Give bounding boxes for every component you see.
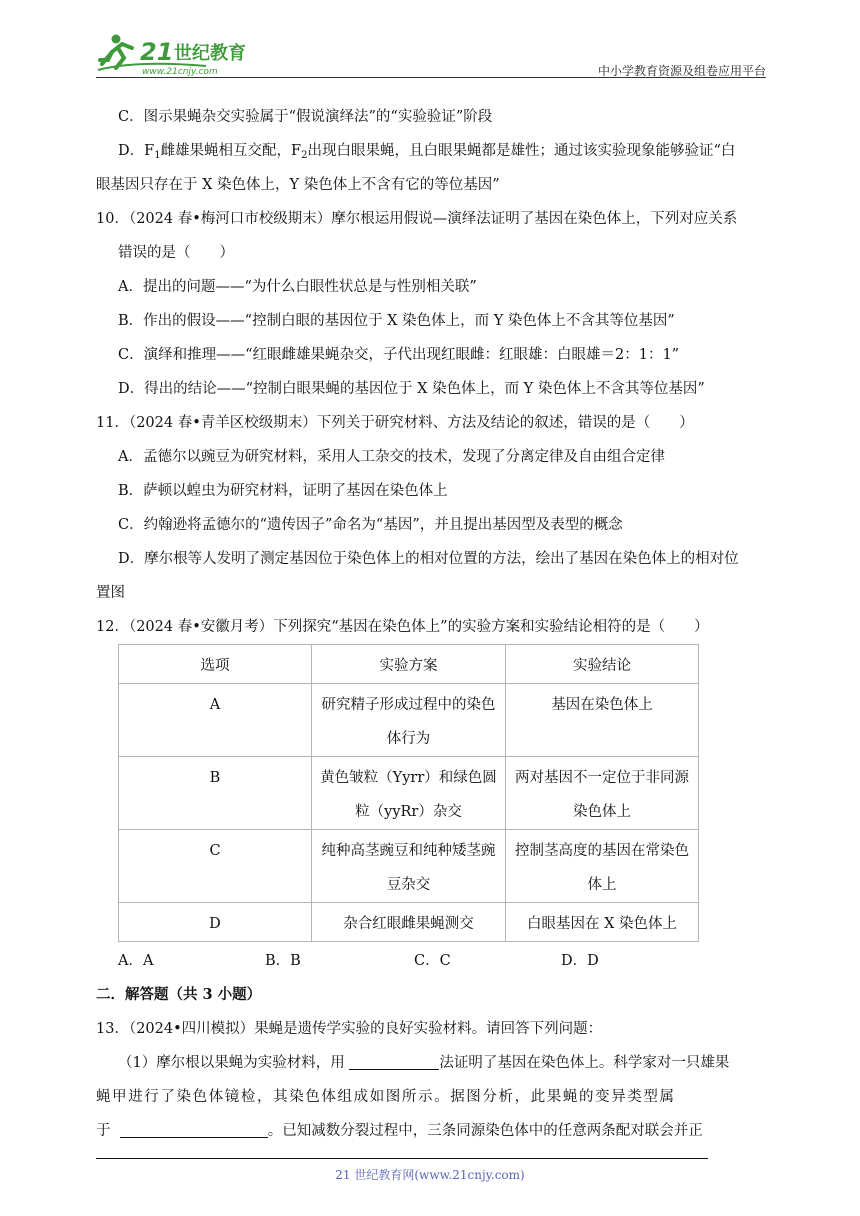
table-cell: 纯种高茎豌豆和纯种矮茎豌豆杂交	[312, 830, 506, 903]
q13-stem: 13．（2024•四川模拟）果蝇是遗传学实验的良好实验材料。请回答下列问题：	[96, 1021, 603, 1037]
table-header-cell: 实验方案	[312, 645, 506, 684]
q12-option-a: A．A	[118, 953, 154, 969]
table-cell: C	[119, 830, 312, 903]
table-cell: 研究精子形成过程中的染色体行为	[312, 684, 506, 757]
svg-text:21: 21	[140, 38, 174, 66]
q10-stem-cont: 错误的是（ ）	[118, 245, 234, 261]
table-row	[119, 903, 699, 942]
table-header-row	[119, 645, 699, 684]
table-cell: D	[119, 903, 312, 942]
table-header-cell: 实验结论	[506, 645, 699, 684]
answer-blank[interactable]	[120, 1119, 268, 1138]
table-cell: 白眼基因在 X 染色体上	[506, 903, 699, 942]
table-cell: B	[119, 757, 312, 830]
q10-option-b: B．作出的假设——“控制白眼的基因位于 X 染色体上，而 Y 染色体上不含其等位基因”	[118, 313, 675, 329]
q11-option-c: C．约翰逊将孟德尔的“遗传因子”命名为“基因”，并且提出基因型及表型的概念	[118, 517, 623, 533]
logo-21cnjy-icon	[96, 30, 266, 78]
q10-option-a: A．提出的问题——“为什么白眼性状总是与性别相关联”	[118, 279, 477, 295]
table-cell: 两对基因不一定位于非同源染色体上	[506, 757, 699, 830]
q12-option-d: D．D	[561, 953, 599, 969]
q9-option-c: C．图示果蝇杂交实验属于“假说演绎法”的“实验验证”阶段	[118, 109, 493, 125]
q11-option-a: A．孟德尔以豌豆为研究材料，采用人工杂交的技术，发现了分离定律及自由组合定律	[118, 449, 665, 465]
q13-part1-cont2: 于 。已知减数分裂过程中，三条同源染色体中的任意两条配对联会并正	[96, 1114, 772, 1148]
table-cell: 基因在染色体上	[506, 684, 699, 757]
q12-option-c: C．C	[414, 953, 451, 969]
q10-option-c: C．演绎和推理——“红眼雌雄果蝇杂交，子代出现红眼雌：红眼雄：白眼雄＝2：1：1”	[118, 347, 680, 363]
q12-options	[96, 944, 772, 978]
table-header-cell: 选项	[119, 645, 312, 684]
q10-option-d: D．得出的结论——“控制白眼果蝇的基因位于 X 染色体上，而 Y 染色体上不含其等位基因”	[118, 381, 705, 397]
page-header	[96, 30, 766, 82]
q11-option-d: D．摩尔根等人发明了测定基因位于染色体上的相对位置的方法，绘出了基因在染色体上的相对位	[118, 551, 739, 567]
footer-text: 21 世纪教育网(www.21cnjy.com)	[335, 1168, 525, 1182]
header-rule	[96, 77, 766, 78]
document-body	[96, 100, 772, 1148]
q12-table	[118, 644, 699, 942]
q11-option-d-cont: 置图	[96, 585, 125, 601]
table-row	[119, 757, 699, 830]
q13-part1: （1）摩尔根以果蝇为实验材料，用 法证明了基因在染色体上。科学家对一只雄果	[96, 1046, 772, 1080]
table-cell: 控制茎高度的基因在常染色体上	[506, 830, 699, 903]
table-row	[119, 830, 699, 903]
q12-option-b: B．B	[265, 953, 301, 969]
table-cell: A	[119, 684, 312, 757]
platform-name: 中小学教育资源及组卷应用平台	[597, 64, 766, 78]
svg-text:www.21cnjy.com: www.21cnjy.com	[142, 67, 218, 77]
q11-stem: 11．（2024 春•青羊区校级期末）下列关于研究材料、方法及结论的叙述，错误的是（ ）	[96, 415, 694, 431]
q9-option-d: D．$F_1$雌雄果蝇相互交配，$F_2$出现白眼果蝇，且白眼果蝇都是雄性；通过该实验现象能够验证“白	[118, 143, 736, 161]
table-cell: 黄色皱粒（Yyrr）和绿色圆粒（yyRr）杂交	[312, 757, 506, 830]
q13-part1-cont: 蝇甲进行了染色体镜检，其染色体组成如图所示。据图分析，此果蝇的变异类型属	[96, 1089, 676, 1105]
answer-blank[interactable]	[349, 1051, 439, 1070]
q11-option-b: B．萨顿以蝗虫为研究材料，证明了基因在染色体上	[118, 483, 448, 499]
footer-rule	[96, 1158, 708, 1159]
q10-stem: 10．（2024 春•梅河口市校级期末）摩尔根运用假说—演绎法证明了基因在染色体上，下列对应关系	[96, 211, 738, 227]
table-row	[119, 684, 699, 757]
q9-option-d-cont: 眼基因只存在于 X 染色体上，Y 染色体上不含有它的等位基因”	[96, 177, 500, 193]
svg-text:世纪教育: 世纪教育	[174, 43, 246, 64]
q12-stem: 12．（2024 春•安徽月考）下列探究“基因在染色体上”的实验方案和实验结论相符的是（ ）	[96, 619, 709, 635]
table-cell: 杂合红眼雌果蝇测交	[312, 903, 506, 942]
section-heading: 二．解答题（共 3 小题）	[96, 986, 262, 1003]
